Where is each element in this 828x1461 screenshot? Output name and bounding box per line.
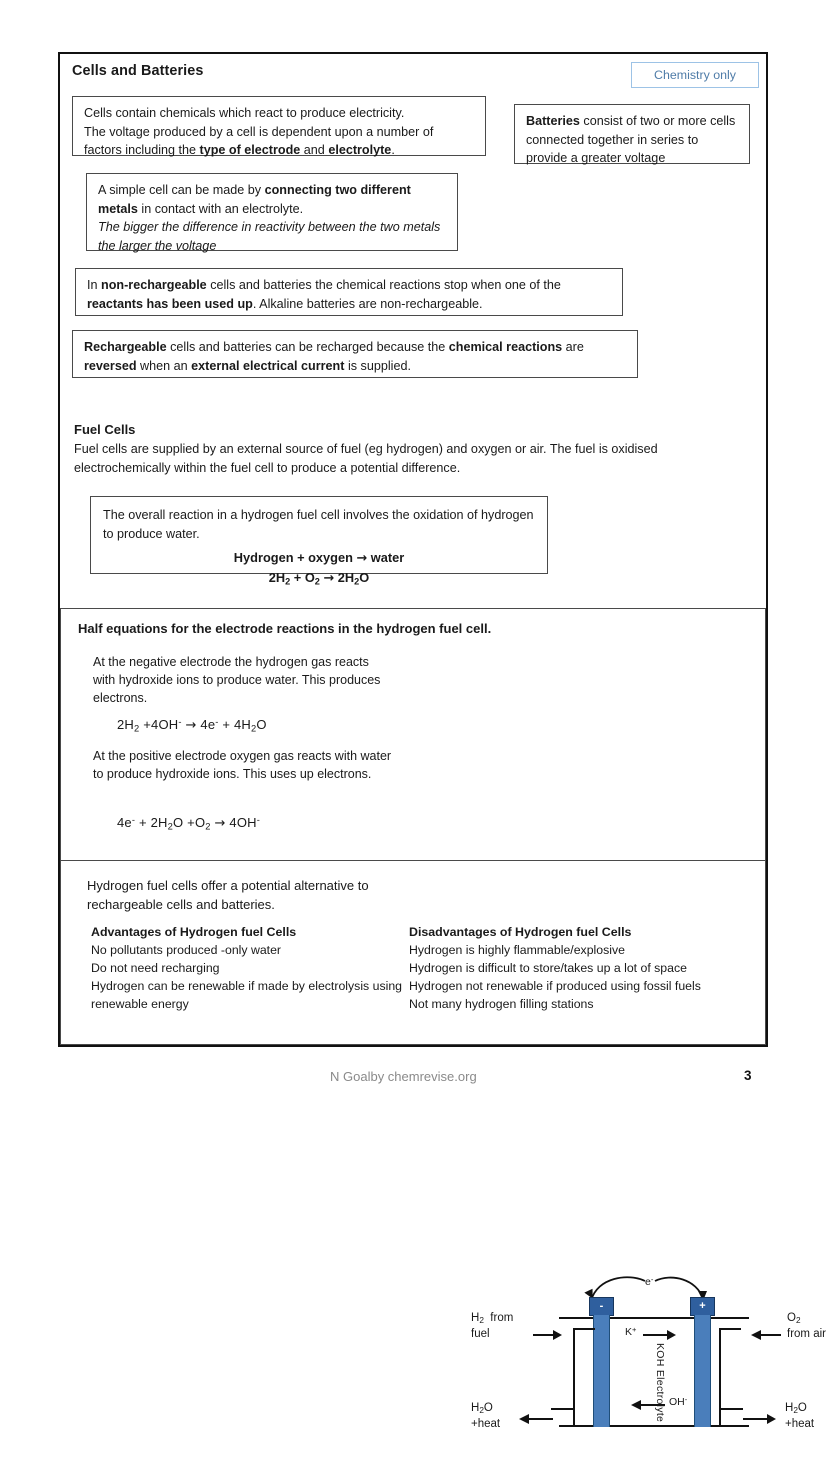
list-item: Do not need recharging <box>91 961 220 976</box>
advantages-column <box>91 923 421 1013</box>
symbol-equation: $2H_2 + O_2 \to 2H_2O$ <box>268 569 370 587</box>
water-outlet-right-label: $H_2O$ +heat <box>785 1402 815 1430</box>
batteries-text: consist of two or more cells connected together in series to provide a greater voltage <box>526 114 736 166</box>
disadvantages-column <box>409 923 739 1013</box>
cells-line-1: Cells contain chemicals which react to produce electricity. <box>84 106 405 120</box>
overall-reaction-box <box>90 496 548 587</box>
right-channel-bottom <box>719 1408 743 1410</box>
water-outlet-left-arrow-icon <box>519 1413 553 1425</box>
batteries-term: Batteries <box>526 114 580 128</box>
positive-electrode-text: At the positive electrode oxygen gas reacts with water to produce hydroxide ions. This uses up electrons. <box>93 749 392 782</box>
rechargeable-box: Rechargeable cells and batteries can be recharged because the chemical reactions are reversed when an external electrical current is supplied. <box>72 330 638 378</box>
nonrech-term: non-rechargeable <box>101 278 207 292</box>
negative-electrode-text: At the negative electrode the hydrogen gas reacts with hydroxide ions to produce water. This produces electrons. <box>93 655 381 706</box>
cells-line-2: The voltage produced by a cell is dependent upon a number of <box>84 124 434 139</box>
nonrech-term2: reactants has been used up <box>87 296 253 311</box>
negative-terminal: - <box>589 1297 614 1316</box>
chemistry-only-badge <box>631 62 759 88</box>
left-channel-bottom <box>551 1408 575 1410</box>
advantages-heading: Advantages of Hydrogen fuel Cells <box>91 925 297 939</box>
water-outlet-left-label: $H_2O$ +heat <box>471 1402 501 1430</box>
oxygen-inlet-arrow-icon <box>751 1329 781 1341</box>
cells-line-3: factors including the type of electrode and electrolyte. <box>84 143 395 158</box>
page-title: Cells and Batteries <box>72 63 204 79</box>
left-channel-top <box>573 1328 595 1330</box>
overall-reaction-intro: The overall reaction in a hydrogen fuel cell involves the oxidation of hydrogen to produce water. <box>103 508 534 541</box>
list-item: Hydrogen is highly flammable/explosive <box>409 943 625 958</box>
list-item: Hydrogen is difficult to store/takes up a lot of space <box>409 961 687 976</box>
cation-arrow-icon <box>643 1329 677 1341</box>
oxygen-inlet-label: $O_2$ from air <box>787 1312 826 1340</box>
fuel-cells-heading: Fuel Cells <box>74 422 136 437</box>
non-rechargeable-box <box>75 268 623 316</box>
electrolyte-label: KOH Electrolyte <box>654 1343 666 1423</box>
water-outlet-right-arrow-icon <box>743 1413 777 1425</box>
list-item: Hydrogen not renewable if produced using fossil fuels <box>409 979 701 994</box>
rech-term: Rechargeable <box>84 340 167 354</box>
cells-info-box <box>72 96 486 156</box>
simple-cell-box <box>86 173 458 251</box>
hydrogen-inlet-arrow-icon <box>533 1329 563 1341</box>
half-equations-title: Half equations for the electrode reactions in the hydrogen fuel cell. <box>78 621 492 636</box>
right-channel-wall <box>719 1328 721 1426</box>
hydroxide-ion-label: OH- <box>669 1395 688 1409</box>
nonrech-pre: In <box>87 278 102 292</box>
disadvantages-heading: Disadvantages of Hydrogen fuel Cells <box>409 925 632 939</box>
list-item: Hydrogen can be renewable if made by electrolysis using renewable energy <box>91 979 403 1012</box>
cell-top-wall <box>559 1317 749 1319</box>
nonrech-mid: cells and batteries the chemical reactions stop when one of the <box>206 278 561 292</box>
positive-electrode <box>694 1315 711 1427</box>
hydrogen-inlet-label: $H_2$ from fuel <box>471 1312 514 1340</box>
potassium-ion-label: K+ <box>625 1325 637 1339</box>
conclusion-section <box>60 861 766 1045</box>
list-item: No pollutants produced -only water <box>91 943 282 958</box>
left-channel-wall <box>573 1328 575 1426</box>
positive-terminal: + <box>690 1297 715 1316</box>
nonrech-post: . Alkaline batteries are non-rechargeable. <box>252 296 483 311</box>
negative-electrode <box>593 1315 610 1427</box>
fuel-cells-paragraph: Fuel cells are supplied by an external source of fuel (eg hydrogen) and oxygen or air. The fuel is oxidised electrochemically within the fuel cell to produce a potential difference. <box>74 442 658 475</box>
page-number: 3 <box>744 1068 752 1083</box>
word-equation: Hydrogen + oxygen → water <box>233 550 405 567</box>
chemistry-only-label: Chemistry only <box>654 68 736 82</box>
electron-label: e- <box>645 1275 654 1289</box>
negative-electrode-equation: $2H_2 +4OH^- \to 4e^- + 4H_2O$ <box>117 717 267 734</box>
footer-credit: N Goalby chemrevise.org <box>330 1069 477 1084</box>
simple-cell-text: A simple cell can be made by connecting two different metals in contact with an electrolyte. <box>98 183 411 216</box>
simple-cell-italic-note: The bigger the difference in reactivity between the two metals the larger the voltage <box>98 220 441 253</box>
conclusion-intro: Hydrogen fuel cells offer a potential alternative to rechargeable cells and batteries. <box>87 878 369 912</box>
list-item: Not many hydrogen filling stations <box>409 997 594 1012</box>
batteries-info-box <box>514 104 750 164</box>
positive-electrode-equation: $4e^- + 2H_2O +O_2 \to 4OH^-$ <box>117 815 261 832</box>
right-channel-top <box>719 1328 741 1330</box>
hydrogen-fuel-cell-diagram <box>471 1271 826 1461</box>
